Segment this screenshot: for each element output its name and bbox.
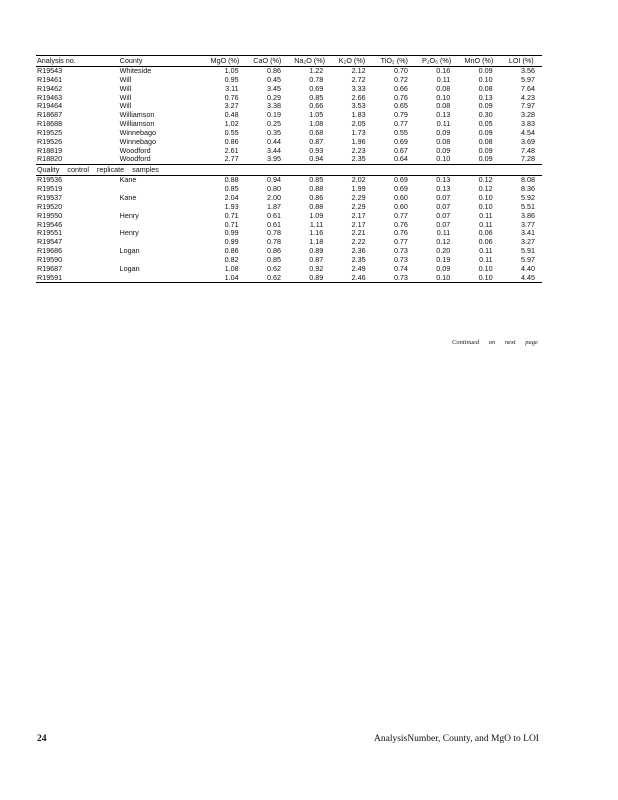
value-cell: 0.13: [436, 175, 451, 185]
value-cell: 0.85: [309, 175, 324, 185]
table-row: [36, 67, 542, 76]
value-cell: 0.09: [478, 154, 493, 164]
value-cell: 0.10: [436, 92, 451, 102]
value-cell: 3.41: [521, 228, 535, 238]
value-cell: 0.86: [309, 192, 324, 202]
value-cell: 0.29: [266, 92, 281, 102]
value-cell: 0.61: [266, 210, 281, 220]
value-cell: 0.11: [436, 119, 451, 129]
value-cell: 0.62: [246, 274, 288, 283]
value-cell: 5.91: [521, 246, 535, 256]
value-cell: 0.88: [309, 201, 324, 211]
value-cell: 1.99: [351, 184, 366, 194]
county-cell: [119, 274, 204, 283]
table-row: [36, 265, 542, 274]
table-row: [36, 256, 542, 265]
value-cell: 0.08: [436, 136, 451, 146]
value-cell: 0.13: [436, 184, 451, 194]
value-cell: 3.11: [225, 83, 239, 93]
value-cell: 3.27: [224, 101, 239, 111]
column-header-mno: MnO (%): [457, 56, 499, 67]
value-cell: 0.74: [393, 263, 408, 273]
geochemistry-table-wrapper: [36, 55, 542, 283]
value-cell: 0.86: [224, 136, 239, 146]
value-cell: 0.10: [436, 154, 451, 164]
value-cell: 0.12: [478, 184, 493, 194]
analysis-number-cell: R19687: [37, 263, 63, 273]
value-cell: 0.88: [224, 175, 239, 185]
value-cell: 2.21: [351, 228, 366, 238]
value-cell: 0.16: [436, 66, 451, 75]
value-cell: 0.09: [436, 127, 451, 137]
value-cell: 0.76: [393, 219, 408, 229]
value-cell: 3.69: [521, 136, 535, 146]
value-cell: 0.11: [479, 219, 493, 229]
value-cell: 2.12: [351, 66, 366, 75]
value-cell: 0.11: [436, 74, 451, 84]
value-cell: 0.67: [393, 145, 408, 155]
value-cell: 0.78: [266, 228, 281, 238]
value-cell: 0.06: [478, 237, 493, 247]
value-cell: 4.45: [500, 274, 542, 283]
value-cell: 0.06: [478, 228, 493, 238]
value-cell: 0.05: [478, 119, 493, 129]
value-cell: 0.76: [393, 228, 408, 238]
value-cell: 0.11: [479, 210, 493, 220]
value-cell: 0.13: [436, 110, 451, 120]
value-cell: 5.51: [521, 201, 535, 211]
value-cell: 0.87: [309, 254, 324, 264]
value-cell: 2.17: [351, 219, 366, 229]
column-header-tio2: TiO₂ (%): [373, 56, 415, 67]
value-cell: 0.85: [266, 254, 281, 264]
value-cell: 0.13: [478, 92, 493, 102]
value-cell: 3.56: [521, 66, 535, 75]
table-row: [36, 238, 542, 247]
analysis-number-cell: R19461: [37, 74, 63, 84]
value-cell: 0.87: [309, 136, 324, 146]
table-row: [36, 138, 542, 147]
value-cell: 0.89: [288, 274, 330, 283]
value-cell: 2.00: [266, 192, 281, 202]
value-cell: 0.94: [266, 175, 281, 185]
value-cell: 3.28: [521, 110, 535, 120]
analysis-number-cell: R19536: [37, 175, 63, 185]
table-row: [36, 76, 542, 85]
table-row: [36, 147, 542, 156]
value-cell: 1.93: [224, 201, 239, 211]
value-cell: 0.44: [266, 136, 281, 146]
value-cell: 1.08: [309, 119, 324, 129]
county-cell: Will: [119, 83, 132, 93]
value-cell: 0.11: [479, 246, 493, 256]
table-row: [36, 185, 542, 194]
table-row: [36, 221, 542, 230]
value-cell: 1.96: [351, 136, 366, 146]
value-cell: 0.76: [224, 92, 239, 102]
value-cell: 0.72: [393, 74, 408, 84]
column-header-na2o: Na₂O (%): [288, 56, 330, 67]
value-cell: 0.92: [309, 263, 324, 273]
table-row: [36, 203, 542, 212]
value-cell: 0.08: [436, 83, 451, 93]
analysis-number-cell: R19537: [37, 192, 63, 202]
value-cell: 0.88: [309, 184, 324, 194]
value-cell: 0.86: [266, 66, 281, 75]
column-header-loi: LOI (%): [500, 56, 542, 67]
county-cell: Woodford: [119, 154, 151, 164]
column-header-k2o: K₂O (%): [330, 56, 372, 67]
value-cell: 7.48: [521, 145, 535, 155]
value-cell: 3.38: [266, 101, 281, 111]
value-cell: 0.65: [393, 101, 408, 111]
value-cell: 5.97: [521, 74, 535, 84]
value-cell: 0.86: [224, 246, 239, 256]
value-cell: 0.07: [436, 219, 451, 229]
value-cell: 0.77: [393, 237, 408, 247]
value-cell: 0.60: [393, 201, 408, 211]
value-cell: 0.73: [393, 254, 408, 264]
column-header-p2o5: P₂O₅ (%): [415, 56, 457, 67]
value-cell: 2.77: [224, 154, 239, 164]
value-cell: 0.11: [436, 228, 451, 238]
table-row: [36, 212, 542, 221]
value-cell: 0.19: [266, 110, 281, 120]
value-cell: 4.23: [521, 92, 535, 102]
value-cell: 0.94: [309, 154, 324, 164]
table-row: [36, 102, 542, 111]
value-cell: 0.09: [478, 101, 493, 111]
analysis-number-cell: R19550: [37, 210, 63, 220]
county-cell: Kane: [119, 192, 137, 202]
column-header-mgo: MgO (%): [203, 56, 245, 67]
value-cell: 0.25: [266, 119, 281, 129]
value-cell: 0.55: [393, 127, 408, 137]
table-row: [36, 85, 542, 94]
value-cell: 0.86: [266, 246, 281, 256]
county-cell: Will: [119, 101, 132, 111]
value-cell: 0.19: [436, 254, 451, 264]
value-cell: 1.11: [309, 219, 324, 229]
county-cell: Williamson: [119, 110, 155, 120]
value-cell: 5.97: [521, 254, 535, 264]
value-cell: 0.79: [393, 110, 408, 120]
county-cell: Logan: [119, 246, 140, 256]
table-row: [36, 274, 542, 283]
value-cell: 0.68: [309, 127, 324, 137]
value-cell: 0.08: [478, 136, 493, 146]
value-cell: 0.07: [436, 201, 451, 211]
value-cell: 3.45: [266, 83, 281, 93]
table-row: [36, 194, 542, 203]
county-cell: Winnebago: [119, 136, 157, 146]
table-row: [36, 94, 542, 103]
value-cell: 1.18: [309, 237, 324, 247]
analysis-number-cell: R19590: [37, 254, 63, 264]
value-cell: 0.09: [478, 145, 493, 155]
value-cell: 0.10: [457, 274, 499, 283]
table-row: [36, 247, 542, 256]
value-cell: 2.72: [351, 74, 366, 84]
value-cell: 2.17: [351, 210, 366, 220]
value-cell: 4.40: [521, 263, 535, 273]
value-cell: 1.87: [266, 201, 281, 211]
value-cell: 0.99: [224, 237, 239, 247]
value-cell: 1.05: [224, 66, 239, 75]
value-cell: 1.08: [224, 263, 239, 273]
county-cell: Henry: [119, 210, 139, 220]
analysis-number-cell: R19464: [37, 101, 63, 111]
value-cell: 0.09: [478, 127, 493, 137]
analysis-number-cell: R19519: [37, 184, 63, 194]
value-cell: 1.22: [309, 66, 324, 75]
analysis-number-cell: R18820: [37, 154, 63, 164]
analysis-number-cell: R18819: [37, 145, 63, 155]
value-cell: 0.55: [224, 127, 239, 137]
value-cell: 0.85: [309, 92, 324, 102]
value-cell: 2.35: [351, 254, 366, 264]
analysis-number-cell: R19543: [37, 66, 63, 75]
value-cell: 2.23: [351, 145, 366, 155]
value-cell: 2.02: [351, 175, 366, 185]
value-cell: 8.36: [521, 184, 535, 194]
value-cell: 0.80: [266, 184, 281, 194]
value-cell: 3.44: [266, 145, 281, 155]
value-cell: 0.66: [393, 83, 408, 93]
analysis-number-cell: R19462: [37, 83, 63, 93]
value-cell: 3.86: [521, 210, 535, 220]
value-cell: 0.77: [393, 210, 408, 220]
page-number: 24: [37, 734, 47, 744]
value-cell: 2.61: [224, 145, 239, 155]
value-cell: 0.95: [224, 74, 239, 84]
value-cell: 2.46: [330, 274, 372, 283]
value-cell: 0.09: [436, 145, 451, 155]
table-row: [36, 155, 542, 164]
analysis-number-cell: R19525: [37, 127, 63, 137]
value-cell: 3.53: [351, 101, 366, 111]
value-cell: 1.73: [351, 127, 366, 137]
value-cell: 0.10: [478, 201, 493, 211]
value-cell: 3.33: [351, 83, 366, 93]
footer-title: AnalysisNumber, County, and MgO to LOI: [374, 734, 539, 744]
value-cell: 7.97: [521, 101, 535, 111]
continued-note: Continued on next page: [452, 339, 538, 346]
value-cell: 0.45: [266, 74, 281, 84]
value-cell: 0.69: [309, 83, 324, 93]
value-cell: 0.20: [436, 246, 451, 256]
value-cell: 2.35: [351, 154, 366, 164]
value-cell: 0.10: [415, 274, 457, 283]
value-cell: 0.48: [224, 110, 239, 120]
value-cell: 0.10: [478, 192, 493, 202]
value-cell: 0.69: [393, 184, 408, 194]
value-cell: 1.04: [203, 274, 245, 283]
value-cell: 0.60: [393, 192, 408, 202]
value-cell: 1.16: [309, 228, 324, 238]
value-cell: 0.64: [393, 154, 408, 164]
column-header-cao: CaO (%): [246, 56, 288, 67]
value-cell: 2.29: [351, 192, 366, 202]
value-cell: 0.08: [478, 83, 493, 93]
value-cell: 0.70: [393, 66, 408, 75]
value-cell: 0.78: [266, 237, 281, 247]
value-cell: 2.49: [351, 263, 366, 273]
value-cell: 2.66: [351, 92, 366, 102]
analysis-number-cell: R18688: [37, 119, 63, 129]
value-cell: 4.54: [521, 127, 535, 137]
value-cell: 3.27: [521, 237, 535, 247]
value-cell: 0.73: [393, 246, 408, 256]
column-header-analysis-no: Analysis no.: [36, 56, 119, 67]
value-cell: 0.10: [478, 263, 493, 273]
county-cell: Will: [119, 74, 132, 84]
value-cell: 1.09: [309, 210, 324, 220]
analysis-number-cell: R19546: [37, 219, 63, 229]
value-cell: 0.69: [393, 136, 408, 146]
value-cell: 2.29: [351, 201, 366, 211]
analysis-number-cell: R19547: [37, 237, 63, 247]
table-row: [36, 229, 542, 238]
value-cell: 0.09: [478, 66, 493, 75]
value-cell: 0.07: [436, 210, 451, 220]
value-cell: 0.07: [436, 192, 451, 202]
value-cell: 0.12: [436, 237, 451, 247]
value-cell: 0.12: [478, 175, 493, 185]
analysis-number-cell: R19526: [37, 136, 63, 146]
value-cell: 0.93: [309, 145, 324, 155]
table-header-row: [36, 56, 542, 67]
value-cell: 0.10: [478, 74, 493, 84]
value-cell: 0.73: [373, 274, 415, 283]
value-cell: 0.62: [266, 263, 281, 273]
value-cell: 2.36: [351, 246, 366, 256]
value-cell: 0.71: [224, 210, 239, 220]
value-cell: 1.83: [351, 110, 366, 120]
analysis-number-cell: R19520: [37, 201, 63, 211]
analysis-number-cell: R19551: [37, 228, 63, 238]
column-header-county: County: [119, 56, 204, 67]
section-row: [36, 165, 542, 176]
value-cell: 3.83: [521, 119, 535, 129]
analysis-number-cell: R19591: [36, 274, 119, 283]
qc-sample-rows: [36, 176, 542, 283]
table-row: [36, 111, 542, 120]
value-cell: 2.22: [351, 237, 366, 247]
value-cell: 1.02: [224, 119, 239, 129]
value-cell: 3.95: [266, 154, 281, 164]
analysis-number-cell: R18687: [37, 110, 63, 120]
table-row: [36, 129, 542, 138]
county-cell: Winnebago: [119, 127, 157, 137]
value-cell: 0.85: [224, 184, 239, 194]
value-cell: 0.30: [478, 110, 493, 120]
county-cell: Logan: [119, 263, 140, 273]
value-cell: 7.64: [521, 83, 535, 93]
county-cell: Will: [119, 92, 132, 102]
value-cell: 0.69: [393, 175, 408, 185]
value-cell: 0.76: [393, 92, 408, 102]
qc-section: [36, 165, 542, 176]
value-cell: 5.92: [521, 192, 535, 202]
value-cell: 0.35: [266, 127, 281, 137]
value-cell: 7.28: [521, 154, 535, 164]
value-cell: 8.08: [521, 175, 535, 185]
value-cell: 0.61: [266, 219, 281, 229]
value-cell: 0.09: [436, 263, 451, 273]
sample-rows: [36, 67, 542, 165]
value-cell: 0.99: [224, 228, 239, 238]
value-cell: 1.05: [309, 110, 324, 120]
analysis-number-cell: R19463: [37, 92, 63, 102]
section-label: Quality control replicate samples: [36, 165, 542, 176]
value-cell: 0.71: [224, 219, 239, 229]
county-cell: Williamson: [119, 119, 155, 129]
county-cell: Henry: [119, 228, 139, 238]
analysis-number-cell: R19686: [37, 246, 63, 256]
value-cell: 2.05: [351, 119, 366, 129]
value-cell: 0.77: [393, 119, 408, 129]
value-cell: 3.77: [521, 219, 535, 229]
county-cell: Woodford: [119, 145, 151, 155]
county-cell: Kane: [119, 175, 137, 185]
value-cell: 0.82: [224, 254, 239, 264]
value-cell: 0.11: [479, 254, 493, 264]
value-cell: 2.04: [224, 192, 239, 202]
geochemistry-table: [36, 55, 542, 283]
county-cell: Whiteside: [119, 66, 152, 75]
value-cell: 0.66: [309, 101, 324, 111]
table-row: [36, 176, 542, 185]
value-cell: 0.78: [309, 74, 324, 84]
value-cell: 0.08: [436, 101, 451, 111]
value-cell: 0.89: [309, 246, 324, 256]
table-row: [36, 120, 542, 129]
